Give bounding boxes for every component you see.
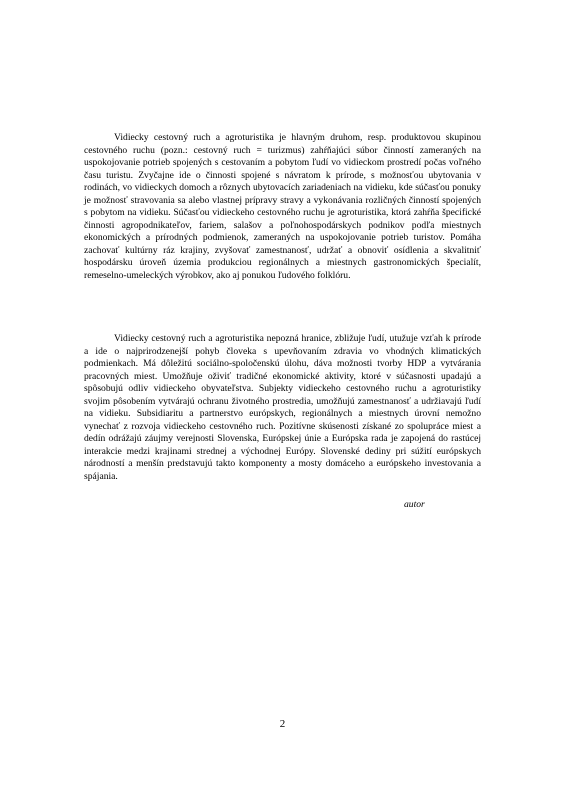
paragraph-2: Vidiecky cestovný ruch a agroturistika nepozná hranice, zbližuje ľudí, utužuje vzťah k prírode a ide o najprirodzenejší pohyb človeka s upevňovaním zdravia vo vhodných klimatických podmienkach. Má dôležitú sociálno-spoločenskú úlohu, dáva možnosti tvorby HDP a vytvárania pracovných miest. Umožňuje oživiť tradičné ekonomické aktivity, ktoré v súčasnosti upadajú a spôsobujú odliv vidieckeho obyvateľstva. Subjekty vidieckeho cestovného ruchu a agroturistiky svojim pôsobením vytvárajú ochranu životného prostredia, umožňujú zamestnanosť a udržiavajú ľudí na vidieku. Subsidiaritu a partnerstvo európskych, regionálnych a miestnych úrovní nemožno vynechať z rozvoja vidieckeho cestovného ruch. Pozitívne skúsenosti získané zo spolupráce miest a dedín odrážajú záujmy verejnosti Slovenska, Európskej únie a Európska rada je zapojená do rastúcej interakcie medzi krajinami strednej a východnej Európy. Slovenské dediny pri súžití európskych národností a menšín predstavujú takto komponenty a mosty domáceho a európskeho investovania a spájania. bbox=[84, 333, 481, 483]
paragraph-1: Vidiecky cestovný ruch a agroturistika je hlavným druhom, resp. produktovou skupinou cestovného ruchu (pozn.: cestovný ruch = turizmus) zahŕňajúci súbor činností zameraných na uspokojovanie potrieb spojených s cestovaním a pobytom ľudí vo vidieckom prostredí počas voľného času turistu. Zvyčajne ide o činnosti spojené s návratom k prírode, s možnosťou ubytovania v rodinách, vo vidieckych domoch a rôznych ubytovacích zariadeniach na vidieku, kde súčasťou ponuky je možnosť stravovania sa alebo vlastnej prípravy stravy a vykonávania rozličných činností spojených s pobytom na vidieku. Súčasťou vidieckeho cestovného ruchu je agroturistika, ktorá zahŕňa špecifické činnosti agropodnikateľov, fariem, salašov a poľnohospodárskych podnikov podľa miestnych ekonomických a prírodných podmienok, zameraných na uspokojovanie potrieb turistov. Pomáha zachovať kultúrny ráz krajiny, zvyšovať zamestnanosť, udržať a obnoviť osídlenia a skvalitniť hospodársku úroveň územia produkciou regionálnych a miestnych gastronomických špecialít, remeselno-umeleckých výrobkov, ako aj ponukou ľudového folklóru. bbox=[84, 132, 481, 282]
author-signature: autor bbox=[404, 499, 425, 510]
page-number: 2 bbox=[279, 718, 286, 730]
